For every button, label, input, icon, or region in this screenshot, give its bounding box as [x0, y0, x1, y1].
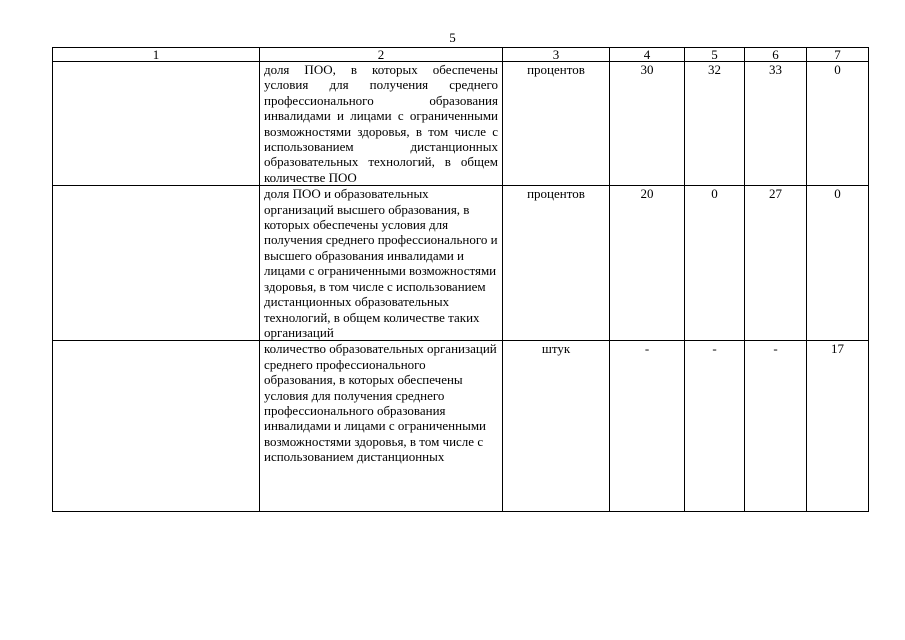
table-row — [53, 186, 869, 341]
header-col-2: 2 — [260, 48, 503, 62]
header-col-7: 7 — [807, 48, 869, 62]
row-1-indicator: доля ПОО, в которых обеспечены условия для получения среднего профессионального образования инвалидами и лицами с ограниченными возможностями здоровья, в том числе с использованием дистанционных образовательных технологий, в общем количестве ПОО — [260, 62, 503, 186]
header-col-4: 4 — [610, 48, 685, 62]
row-1-value-5: 32 — [685, 62, 745, 186]
row-3-value-6: - — [745, 341, 807, 512]
indicators-table — [52, 47, 869, 512]
row-2-value-5: 0 — [685, 186, 745, 341]
row-1-col-1 — [53, 62, 260, 186]
header-col-3: 3 — [503, 48, 610, 62]
row-3-indicator: количество образовательных организаций среднего профессионального образования, в которых обеспечены условия для получения среднего профессионального образования инвалидами и лицами с ограниченными возможностями здоровья, в том числе с использованием дистанционных — [260, 341, 503, 512]
row-1-value-7: 0 — [807, 62, 869, 186]
row-3-unit: штук — [503, 341, 610, 512]
table-row — [53, 62, 869, 186]
row-3-col-1 — [53, 341, 260, 512]
row-2-unit: процентов — [503, 186, 610, 341]
row-1-unit: процентов — [503, 62, 610, 186]
page-number: 5 — [449, 30, 456, 45]
row-1-value-6: 33 — [745, 62, 807, 186]
table-header-row — [53, 48, 869, 62]
row-3-value-4: - — [610, 341, 685, 512]
header-col-1: 1 — [53, 48, 260, 62]
row-2-col-1 — [53, 186, 260, 341]
row-3-value-5: - — [685, 341, 745, 512]
header-col-6: 6 — [745, 48, 807, 62]
header-col-5: 5 — [685, 48, 745, 62]
row-2-value-4: 20 — [610, 186, 685, 341]
row-2-value-6: 27 — [745, 186, 807, 341]
row-2-indicator: доля ПОО и образовательных организаций высшего образования, в которых обеспечены условия для получения среднего профессионального и высшего образования инвалидами и лицами с ограниченными возможностями здоровья, в том числе с использованием дистанционных образовательных технологий, в общем количестве таких организаций — [260, 186, 503, 341]
table-row — [53, 341, 869, 512]
row-2-value-7: 0 — [807, 186, 869, 341]
row-3-value-7: 17 — [807, 341, 869, 512]
row-1-value-4: 30 — [610, 62, 685, 186]
